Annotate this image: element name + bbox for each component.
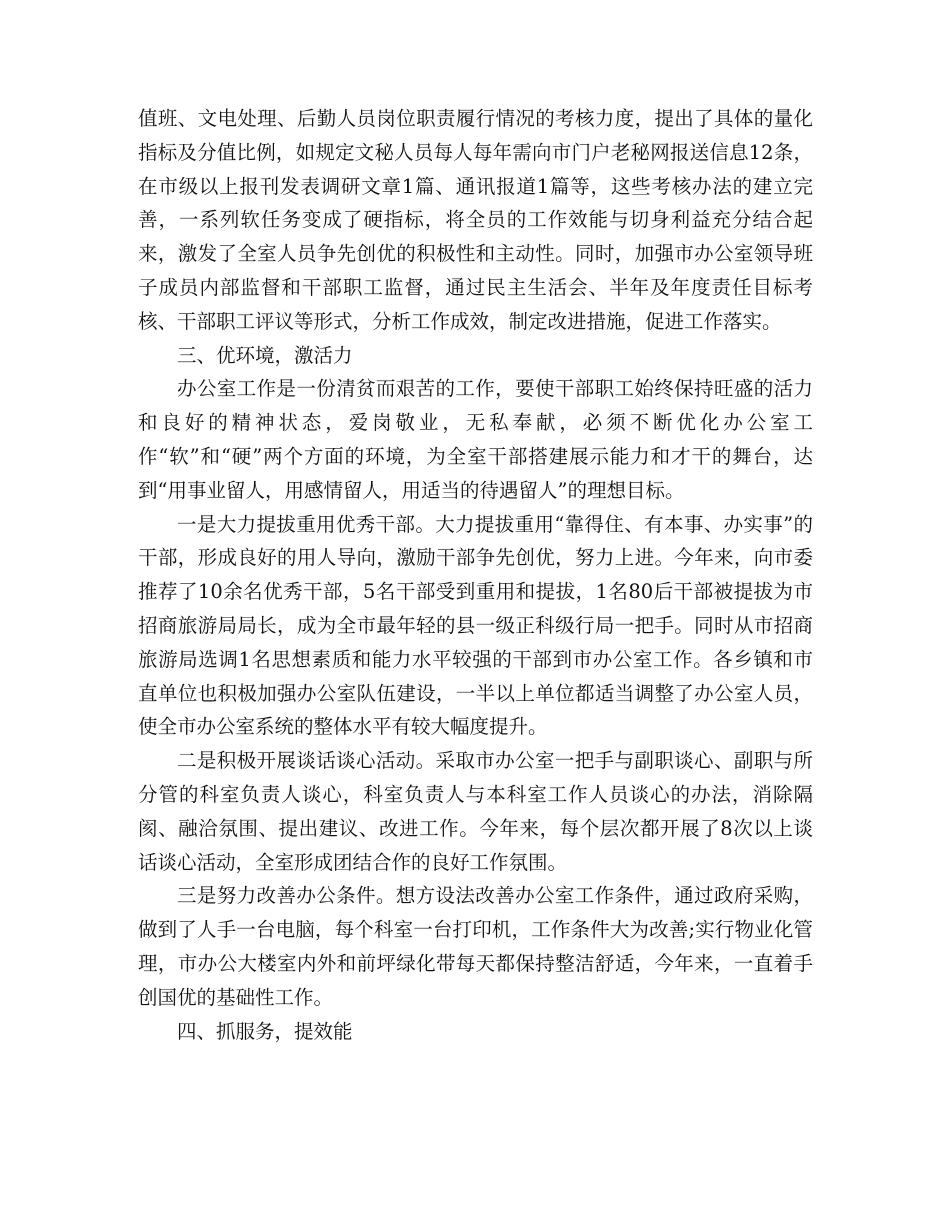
paragraph-continued-assessment: 值班、文电处理、后勤人员岗位职责履行情况的考核力度，提出了具体的量化指标及分值比例，如规定文秘人员每人每年需向市门户老秘网报送信息12条，在市级以上报刊发表调研文章1篇、通讯报道1篇等，这些考核办法的建立完善，一系列软任务变成了硬指标，将全员的工作效能与切身利益充分结合起来，激发了全室人员争先创优的积极性和主动性。同时，加强市办公室领导班子成员内部监督和干部职工监督，通过民主生活会、半年及年度责任目标考核、干部职工评议等形式，分析工作成效，制定改进措施，促进工作落实。 xyxy=(138,107,813,333)
paragraph-heart-to-heart-talks: 二是积极开展谈话谈心活动。采取市办公室一把手与副职谈心、副职与所分管的科室负责人谈心，科室负责人与本科室工作人员谈心的办法，消除隔阂、融洽氛围、提出建议、改进工作。今年来，每个层次都开展了8次以上谈话谈心活动，全室形成团结合作的良好工作氛围。 xyxy=(138,749,813,874)
section-heading-environment: 三、优环境，激活力 xyxy=(177,343,353,367)
paragraph-environment-intro: 办公室工作是一份清贫而艰苦的工作，要使干部职工始终保持旺盛的活力和良好的精神状态，爱岗敬业，无私奉献，必须不断优化办公室工作“软”和“硬”两个方面的环境，为全室干部搭建展示能力和才干的舞台，达到“用事业留人，用感情留人，用适当的待遇留人”的理想目标。 xyxy=(138,377,813,502)
section-heading-service: 四、抓服务，提效能 xyxy=(177,1019,353,1043)
paragraph-office-conditions: 三是努力改善办公条件。想方设法改善办公室工作条件，通过政府采购，做到了人手一台电脑，每个科室一台打印机，工作条件大为改善;实行物业化管理，市办公大楼室内外和前坪绿化带每天都保持整洁舒适，今年来，一直着手创国优的基础性工作。 xyxy=(138,884,813,1009)
paragraph-promote-cadres: 一是大力提拔重用优秀干部。大力提拔重用“靠得住、有本事、办实事”的干部，形成良好的用人导向，激励干部争先创优，努力上进。今年来，向市委推荐了10余名优秀干部，5名干部受到重用和提拔，1名80后干部被提拔为市招商旅游局局长，成为全市最年轻的县一级正科级行局一把手。同时从市招商旅游局选调1名思想素质和能力水平较强的干部到市办公室工作。各乡镇和市直单位也积极加强办公室队伍建设，一半以上单位都适当调整了办公室人员，使全市办公室系统的整体水平有较大幅度提升。 xyxy=(138,512,813,739)
document-body xyxy=(138,102,813,1048)
